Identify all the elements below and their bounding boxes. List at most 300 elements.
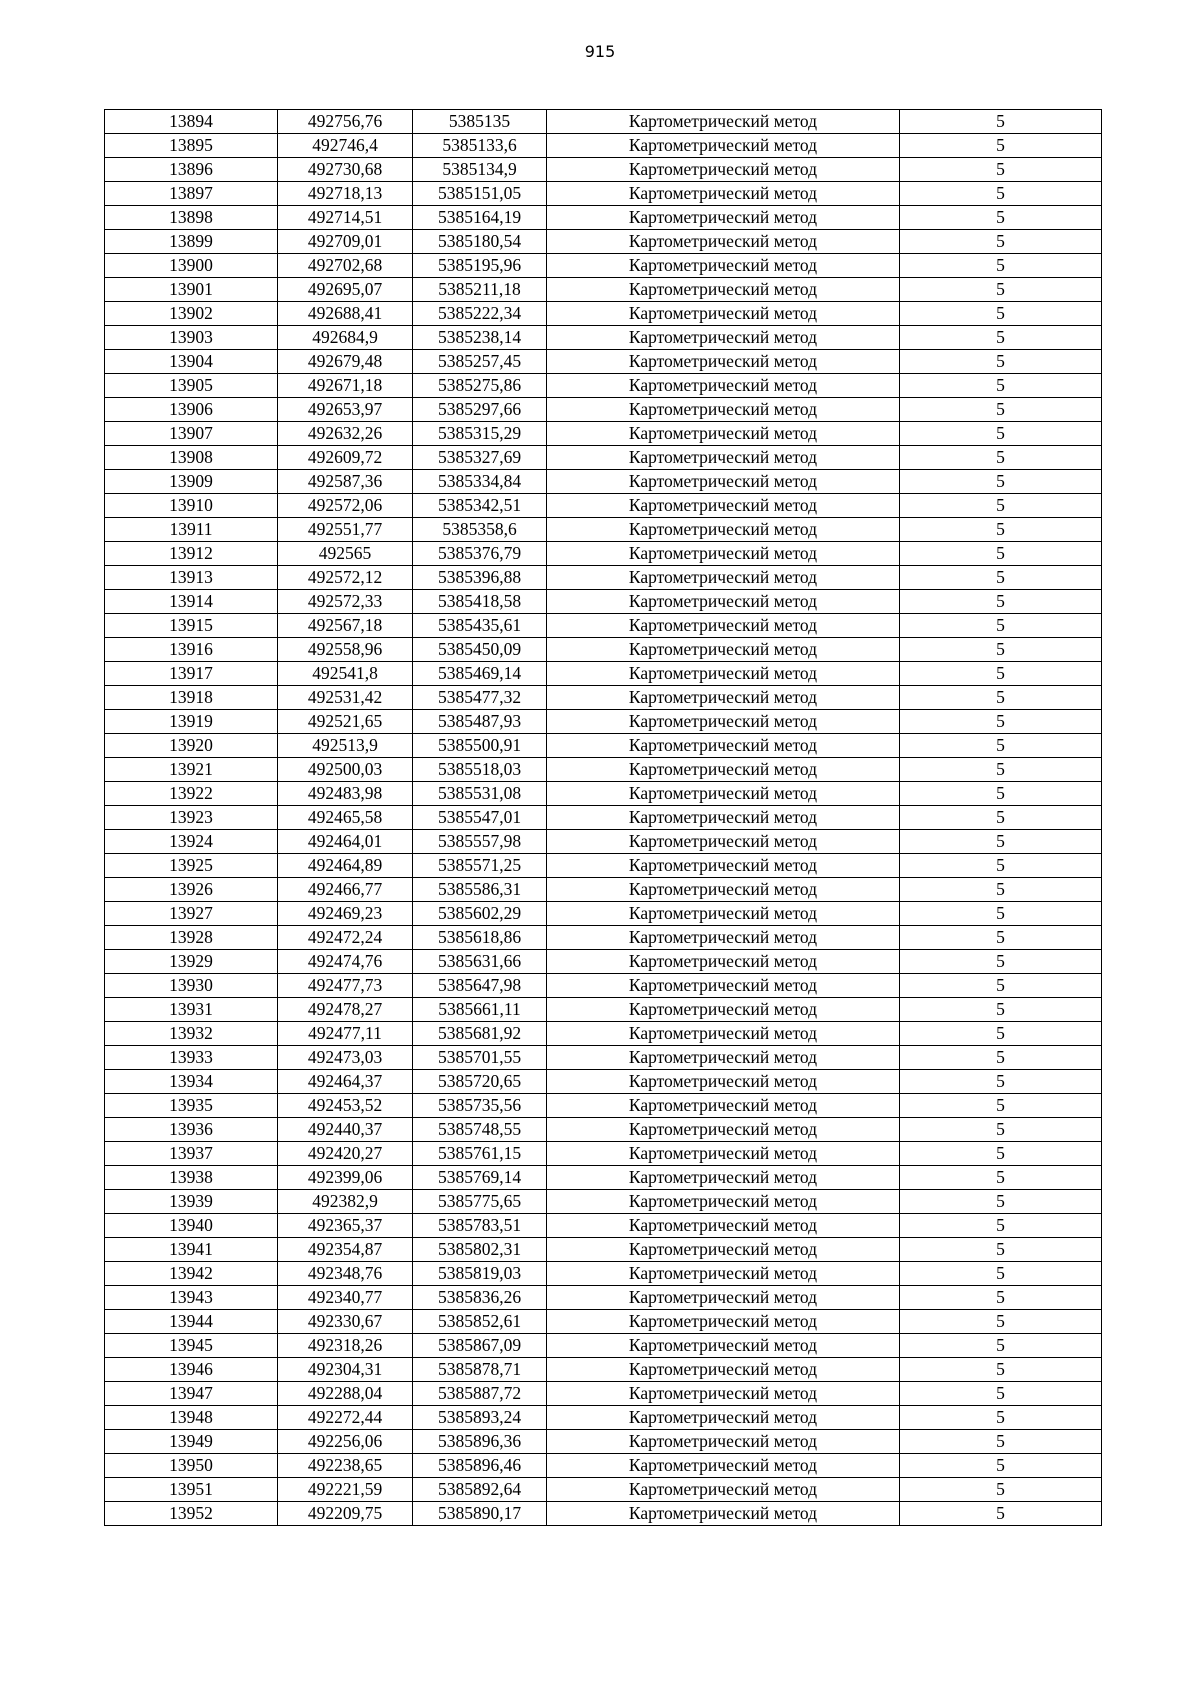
table-row — [105, 734, 1102, 758]
table-row — [105, 926, 1102, 950]
x-coordinate-cell: 492513,9 — [278, 734, 413, 758]
point-number-cell: 13897 — [105, 182, 278, 206]
x-coordinate-cell: 492477,11 — [278, 1022, 413, 1046]
accuracy-cell: 5 — [900, 398, 1102, 422]
accuracy-cell: 5 — [900, 1310, 1102, 1334]
point-number-cell: 13945 — [105, 1334, 278, 1358]
point-number-cell: 13926 — [105, 878, 278, 902]
y-coordinate-cell: 5385819,03 — [413, 1262, 547, 1286]
accuracy-cell: 5 — [900, 782, 1102, 806]
point-number-cell: 13925 — [105, 854, 278, 878]
x-coordinate-cell: 492453,52 — [278, 1094, 413, 1118]
y-coordinate-cell: 5385315,29 — [413, 422, 547, 446]
x-coordinate-cell: 492702,68 — [278, 254, 413, 278]
x-coordinate-cell: 492572,33 — [278, 590, 413, 614]
method-cell: Картометрический метод — [547, 830, 900, 854]
accuracy-cell: 5 — [900, 1406, 1102, 1430]
point-number-cell: 13912 — [105, 542, 278, 566]
method-cell: Картометрический метод — [547, 230, 900, 254]
method-cell: Картометрический метод — [547, 1502, 900, 1526]
x-coordinate-cell: 492671,18 — [278, 374, 413, 398]
y-coordinate-cell: 5385238,14 — [413, 326, 547, 350]
method-cell: Картометрический метод — [547, 566, 900, 590]
x-coordinate-cell: 492531,42 — [278, 686, 413, 710]
table-row — [105, 878, 1102, 902]
point-number-cell: 13940 — [105, 1214, 278, 1238]
accuracy-cell: 5 — [900, 134, 1102, 158]
accuracy-cell: 5 — [900, 254, 1102, 278]
point-number-cell: 13898 — [105, 206, 278, 230]
x-coordinate-cell: 492477,73 — [278, 974, 413, 998]
method-cell: Картометрический метод — [547, 758, 900, 782]
method-cell: Картометрический метод — [547, 1406, 900, 1430]
table-row — [105, 470, 1102, 494]
table-row — [105, 1118, 1102, 1142]
point-number-cell: 13895 — [105, 134, 278, 158]
accuracy-cell: 5 — [900, 158, 1102, 182]
x-coordinate-cell: 492653,97 — [278, 398, 413, 422]
y-coordinate-cell: 5385783,51 — [413, 1214, 547, 1238]
x-coordinate-cell: 492684,9 — [278, 326, 413, 350]
table-row — [105, 326, 1102, 350]
x-coordinate-cell: 492679,48 — [278, 350, 413, 374]
x-coordinate-cell: 492318,26 — [278, 1334, 413, 1358]
table-row — [105, 422, 1102, 446]
method-cell: Картометрический метод — [547, 1118, 900, 1142]
accuracy-cell: 5 — [900, 566, 1102, 590]
y-coordinate-cell: 5385487,93 — [413, 710, 547, 734]
x-coordinate-cell: 492272,44 — [278, 1406, 413, 1430]
y-coordinate-cell: 5385631,66 — [413, 950, 547, 974]
y-coordinate-cell: 5385133,6 — [413, 134, 547, 158]
table-row — [105, 710, 1102, 734]
accuracy-cell: 5 — [900, 350, 1102, 374]
table-row — [105, 614, 1102, 638]
method-cell: Картометрический метод — [547, 974, 900, 998]
table-row — [105, 590, 1102, 614]
method-cell: Картометрический метод — [547, 1022, 900, 1046]
accuracy-cell: 5 — [900, 686, 1102, 710]
y-coordinate-cell: 5385892,64 — [413, 1478, 547, 1502]
x-coordinate-cell: 492382,9 — [278, 1190, 413, 1214]
method-cell: Картометрический метод — [547, 590, 900, 614]
y-coordinate-cell: 5385661,11 — [413, 998, 547, 1022]
table-row — [105, 1142, 1102, 1166]
accuracy-cell: 5 — [900, 662, 1102, 686]
method-cell: Картометрический метод — [547, 1166, 900, 1190]
y-coordinate-cell: 5385134,9 — [413, 158, 547, 182]
point-number-cell: 13911 — [105, 518, 278, 542]
y-coordinate-cell: 5385477,32 — [413, 686, 547, 710]
method-cell: Картометрический метод — [547, 854, 900, 878]
table-row — [105, 278, 1102, 302]
x-coordinate-cell: 492565 — [278, 542, 413, 566]
x-coordinate-cell: 492209,75 — [278, 1502, 413, 1526]
accuracy-cell: 5 — [900, 182, 1102, 206]
table-row — [105, 302, 1102, 326]
method-cell: Картометрический метод — [547, 254, 900, 278]
method-cell: Картометрический метод — [547, 878, 900, 902]
method-cell: Картометрический метод — [547, 494, 900, 518]
accuracy-cell: 5 — [900, 518, 1102, 542]
x-coordinate-cell: 492478,27 — [278, 998, 413, 1022]
x-coordinate-cell: 492464,01 — [278, 830, 413, 854]
y-coordinate-cell: 5385586,31 — [413, 878, 547, 902]
table-row — [105, 158, 1102, 182]
accuracy-cell: 5 — [900, 1214, 1102, 1238]
method-cell: Картометрический метод — [547, 1430, 900, 1454]
y-coordinate-cell: 5385896,46 — [413, 1454, 547, 1478]
table-row — [105, 1190, 1102, 1214]
method-cell: Картометрический метод — [547, 134, 900, 158]
y-coordinate-cell: 5385836,26 — [413, 1286, 547, 1310]
accuracy-cell: 5 — [900, 1022, 1102, 1046]
x-coordinate-cell: 492354,87 — [278, 1238, 413, 1262]
x-coordinate-cell: 492440,37 — [278, 1118, 413, 1142]
y-coordinate-cell: 5385647,98 — [413, 974, 547, 998]
y-coordinate-cell: 5385222,34 — [413, 302, 547, 326]
x-coordinate-cell: 492609,72 — [278, 446, 413, 470]
y-coordinate-cell: 5385890,17 — [413, 1502, 547, 1526]
method-cell: Картометрический метод — [547, 686, 900, 710]
x-coordinate-cell: 492399,06 — [278, 1166, 413, 1190]
point-number-cell: 13896 — [105, 158, 278, 182]
accuracy-cell: 5 — [900, 1502, 1102, 1526]
y-coordinate-cell: 5385469,14 — [413, 662, 547, 686]
point-number-cell: 13928 — [105, 926, 278, 950]
x-coordinate-cell: 492474,76 — [278, 950, 413, 974]
method-cell: Картометрический метод — [547, 806, 900, 830]
x-coordinate-cell: 492688,41 — [278, 302, 413, 326]
accuracy-cell: 5 — [900, 926, 1102, 950]
y-coordinate-cell: 5385164,19 — [413, 206, 547, 230]
x-coordinate-cell: 492714,51 — [278, 206, 413, 230]
method-cell: Картометрический метод — [547, 1334, 900, 1358]
method-cell: Картометрический метод — [547, 398, 900, 422]
table-row — [105, 1166, 1102, 1190]
point-number-cell: 13948 — [105, 1406, 278, 1430]
accuracy-cell: 5 — [900, 950, 1102, 974]
method-cell: Картометрический метод — [547, 998, 900, 1022]
x-coordinate-cell: 492348,76 — [278, 1262, 413, 1286]
y-coordinate-cell: 5385896,36 — [413, 1430, 547, 1454]
y-coordinate-cell: 5385500,91 — [413, 734, 547, 758]
y-coordinate-cell: 5385297,66 — [413, 398, 547, 422]
accuracy-cell: 5 — [900, 734, 1102, 758]
x-coordinate-cell: 492756,76 — [278, 110, 413, 134]
point-number-cell: 13935 — [105, 1094, 278, 1118]
x-coordinate-cell: 492730,68 — [278, 158, 413, 182]
accuracy-cell: 5 — [900, 1286, 1102, 1310]
table-row — [105, 566, 1102, 590]
y-coordinate-cell: 5385342,51 — [413, 494, 547, 518]
x-coordinate-cell: 492464,37 — [278, 1070, 413, 1094]
x-coordinate-cell: 492466,77 — [278, 878, 413, 902]
point-number-cell: 13937 — [105, 1142, 278, 1166]
accuracy-cell: 5 — [900, 542, 1102, 566]
y-coordinate-cell: 5385735,56 — [413, 1094, 547, 1118]
point-number-cell: 13917 — [105, 662, 278, 686]
point-number-cell: 13913 — [105, 566, 278, 590]
method-cell: Картометрический метод — [547, 614, 900, 638]
y-coordinate-cell: 5385557,98 — [413, 830, 547, 854]
table-row — [105, 374, 1102, 398]
method-cell: Картометрический метод — [547, 1238, 900, 1262]
method-cell: Картометрический метод — [547, 710, 900, 734]
method-cell: Картометрический метод — [547, 1382, 900, 1406]
method-cell: Картометрический метод — [547, 1358, 900, 1382]
table-row — [105, 1478, 1102, 1502]
y-coordinate-cell: 5385701,55 — [413, 1046, 547, 1070]
y-coordinate-cell: 5385518,03 — [413, 758, 547, 782]
accuracy-cell: 5 — [900, 110, 1102, 134]
accuracy-cell: 5 — [900, 1046, 1102, 1070]
table-row — [105, 758, 1102, 782]
accuracy-cell: 5 — [900, 854, 1102, 878]
y-coordinate-cell: 5385327,69 — [413, 446, 547, 470]
method-cell: Картометрический метод — [547, 950, 900, 974]
x-coordinate-cell: 492304,31 — [278, 1358, 413, 1382]
accuracy-cell: 5 — [900, 830, 1102, 854]
table-row — [105, 1022, 1102, 1046]
accuracy-cell: 5 — [900, 278, 1102, 302]
x-coordinate-cell: 492483,98 — [278, 782, 413, 806]
accuracy-cell: 5 — [900, 1142, 1102, 1166]
point-number-cell: 13914 — [105, 590, 278, 614]
y-coordinate-cell: 5385531,08 — [413, 782, 547, 806]
accuracy-cell: 5 — [900, 998, 1102, 1022]
x-coordinate-cell: 492695,07 — [278, 278, 413, 302]
method-cell: Картометрический метод — [547, 446, 900, 470]
accuracy-cell: 5 — [900, 494, 1102, 518]
accuracy-cell: 5 — [900, 206, 1102, 230]
point-number-cell: 13947 — [105, 1382, 278, 1406]
x-coordinate-cell: 492238,65 — [278, 1454, 413, 1478]
table-row — [105, 662, 1102, 686]
method-cell: Картометрический метод — [547, 326, 900, 350]
method-cell: Картометрический метод — [547, 1478, 900, 1502]
y-coordinate-cell: 5385334,84 — [413, 470, 547, 494]
accuracy-cell: 5 — [900, 1070, 1102, 1094]
point-number-cell: 13904 — [105, 350, 278, 374]
y-coordinate-cell: 5385748,55 — [413, 1118, 547, 1142]
method-cell: Картометрический метод — [547, 1286, 900, 1310]
table-row — [105, 638, 1102, 662]
point-number-cell: 13927 — [105, 902, 278, 926]
point-number-cell: 13910 — [105, 494, 278, 518]
y-coordinate-cell: 5385852,61 — [413, 1310, 547, 1334]
y-coordinate-cell: 5385450,09 — [413, 638, 547, 662]
x-coordinate-cell: 492551,77 — [278, 518, 413, 542]
point-number-cell: 13929 — [105, 950, 278, 974]
table-row — [105, 1382, 1102, 1406]
x-coordinate-cell: 492558,96 — [278, 638, 413, 662]
accuracy-cell: 5 — [900, 1358, 1102, 1382]
accuracy-cell: 5 — [900, 446, 1102, 470]
method-cell: Картометрический метод — [547, 1070, 900, 1094]
method-cell: Картометрический метод — [547, 206, 900, 230]
accuracy-cell: 5 — [900, 710, 1102, 734]
accuracy-cell: 5 — [900, 758, 1102, 782]
coordinates-table — [104, 109, 1102, 1526]
point-number-cell: 13921 — [105, 758, 278, 782]
table-row — [105, 1310, 1102, 1334]
table-row — [105, 1262, 1102, 1286]
accuracy-cell: 5 — [900, 806, 1102, 830]
x-coordinate-cell: 492365,37 — [278, 1214, 413, 1238]
x-coordinate-cell: 492500,03 — [278, 758, 413, 782]
method-cell: Картометрический метод — [547, 518, 900, 542]
table-row — [105, 782, 1102, 806]
point-number-cell: 13918 — [105, 686, 278, 710]
point-number-cell: 13952 — [105, 1502, 278, 1526]
y-coordinate-cell: 5385720,65 — [413, 1070, 547, 1094]
point-number-cell: 13899 — [105, 230, 278, 254]
point-number-cell: 13949 — [105, 1430, 278, 1454]
point-number-cell: 13920 — [105, 734, 278, 758]
point-number-cell: 13908 — [105, 446, 278, 470]
accuracy-cell: 5 — [900, 614, 1102, 638]
table-row — [105, 854, 1102, 878]
x-coordinate-cell: 492587,36 — [278, 470, 413, 494]
point-number-cell: 13902 — [105, 302, 278, 326]
y-coordinate-cell: 5385151,05 — [413, 182, 547, 206]
x-coordinate-cell: 492472,24 — [278, 926, 413, 950]
point-number-cell: 13941 — [105, 1238, 278, 1262]
method-cell: Картометрический метод — [547, 158, 900, 182]
accuracy-cell: 5 — [900, 422, 1102, 446]
x-coordinate-cell: 492541,8 — [278, 662, 413, 686]
accuracy-cell: 5 — [900, 470, 1102, 494]
point-number-cell: 13951 — [105, 1478, 278, 1502]
x-coordinate-cell: 492469,23 — [278, 902, 413, 926]
point-number-cell: 13943 — [105, 1286, 278, 1310]
accuracy-cell: 5 — [900, 1238, 1102, 1262]
table-row — [105, 350, 1102, 374]
method-cell: Картометрический метод — [547, 542, 900, 566]
accuracy-cell: 5 — [900, 1262, 1102, 1286]
table-row — [105, 182, 1102, 206]
table-row — [105, 806, 1102, 830]
method-cell: Картометрический метод — [547, 1454, 900, 1478]
table-row — [105, 830, 1102, 854]
accuracy-cell: 5 — [900, 1190, 1102, 1214]
table-row — [105, 1454, 1102, 1478]
accuracy-cell: 5 — [900, 230, 1102, 254]
accuracy-cell: 5 — [900, 902, 1102, 926]
method-cell: Картометрический метод — [547, 1190, 900, 1214]
table-row — [105, 1406, 1102, 1430]
method-cell: Картометрический метод — [547, 422, 900, 446]
x-coordinate-cell: 492632,26 — [278, 422, 413, 446]
x-coordinate-cell: 492746,4 — [278, 134, 413, 158]
y-coordinate-cell: 5385887,72 — [413, 1382, 547, 1406]
y-coordinate-cell: 5385618,86 — [413, 926, 547, 950]
point-number-cell: 13905 — [105, 374, 278, 398]
x-coordinate-cell: 492420,27 — [278, 1142, 413, 1166]
coordinates-table-body — [105, 110, 1102, 1526]
method-cell: Картометрический метод — [547, 374, 900, 398]
x-coordinate-cell: 492288,04 — [278, 1382, 413, 1406]
x-coordinate-cell: 492718,13 — [278, 182, 413, 206]
table-row — [105, 1070, 1102, 1094]
y-coordinate-cell: 5385571,25 — [413, 854, 547, 878]
table-row — [105, 974, 1102, 998]
point-number-cell: 13900 — [105, 254, 278, 278]
x-coordinate-cell: 492473,03 — [278, 1046, 413, 1070]
y-coordinate-cell: 5385802,31 — [413, 1238, 547, 1262]
table-row — [105, 494, 1102, 518]
accuracy-cell: 5 — [900, 1382, 1102, 1406]
accuracy-cell: 5 — [900, 1118, 1102, 1142]
y-coordinate-cell: 5385867,09 — [413, 1334, 547, 1358]
table-row — [105, 998, 1102, 1022]
x-coordinate-cell: 492572,06 — [278, 494, 413, 518]
point-number-cell: 13894 — [105, 110, 278, 134]
y-coordinate-cell: 5385761,15 — [413, 1142, 547, 1166]
method-cell: Картометрический метод — [547, 350, 900, 374]
x-coordinate-cell: 492572,12 — [278, 566, 413, 590]
y-coordinate-cell: 5385180,54 — [413, 230, 547, 254]
method-cell: Картометрический метод — [547, 638, 900, 662]
point-number-cell: 13907 — [105, 422, 278, 446]
method-cell: Картометрический метод — [547, 1262, 900, 1286]
accuracy-cell: 5 — [900, 1478, 1102, 1502]
y-coordinate-cell: 5385681,92 — [413, 1022, 547, 1046]
table-row — [105, 398, 1102, 422]
method-cell: Картометрический метод — [547, 110, 900, 134]
y-coordinate-cell: 5385257,45 — [413, 350, 547, 374]
y-coordinate-cell: 5385769,14 — [413, 1166, 547, 1190]
table-row — [105, 1358, 1102, 1382]
point-number-cell: 13915 — [105, 614, 278, 638]
table-row — [105, 686, 1102, 710]
point-number-cell: 13938 — [105, 1166, 278, 1190]
table-row — [105, 446, 1102, 470]
y-coordinate-cell: 5385893,24 — [413, 1406, 547, 1430]
table-row — [105, 1502, 1102, 1526]
y-coordinate-cell: 5385195,96 — [413, 254, 547, 278]
accuracy-cell: 5 — [900, 638, 1102, 662]
table-row — [105, 1094, 1102, 1118]
accuracy-cell: 5 — [900, 1094, 1102, 1118]
point-number-cell: 13923 — [105, 806, 278, 830]
x-coordinate-cell: 492330,67 — [278, 1310, 413, 1334]
x-coordinate-cell: 492340,77 — [278, 1286, 413, 1310]
point-number-cell: 13931 — [105, 998, 278, 1022]
y-coordinate-cell: 5385775,65 — [413, 1190, 547, 1214]
method-cell: Картометрический метод — [547, 1142, 900, 1166]
y-coordinate-cell: 5385275,86 — [413, 374, 547, 398]
y-coordinate-cell: 5385376,79 — [413, 542, 547, 566]
method-cell: Картометрический метод — [547, 1310, 900, 1334]
method-cell: Картометрический метод — [547, 1094, 900, 1118]
y-coordinate-cell: 5385135 — [413, 110, 547, 134]
table-row — [105, 254, 1102, 278]
point-number-cell: 13903 — [105, 326, 278, 350]
table-row — [105, 1238, 1102, 1262]
point-number-cell: 13939 — [105, 1190, 278, 1214]
y-coordinate-cell: 5385396,88 — [413, 566, 547, 590]
point-number-cell: 13909 — [105, 470, 278, 494]
accuracy-cell: 5 — [900, 302, 1102, 326]
point-number-cell: 13932 — [105, 1022, 278, 1046]
y-coordinate-cell: 5385878,71 — [413, 1358, 547, 1382]
table-row — [105, 1430, 1102, 1454]
accuracy-cell: 5 — [900, 1430, 1102, 1454]
point-number-cell: 13946 — [105, 1358, 278, 1382]
accuracy-cell: 5 — [900, 1454, 1102, 1478]
